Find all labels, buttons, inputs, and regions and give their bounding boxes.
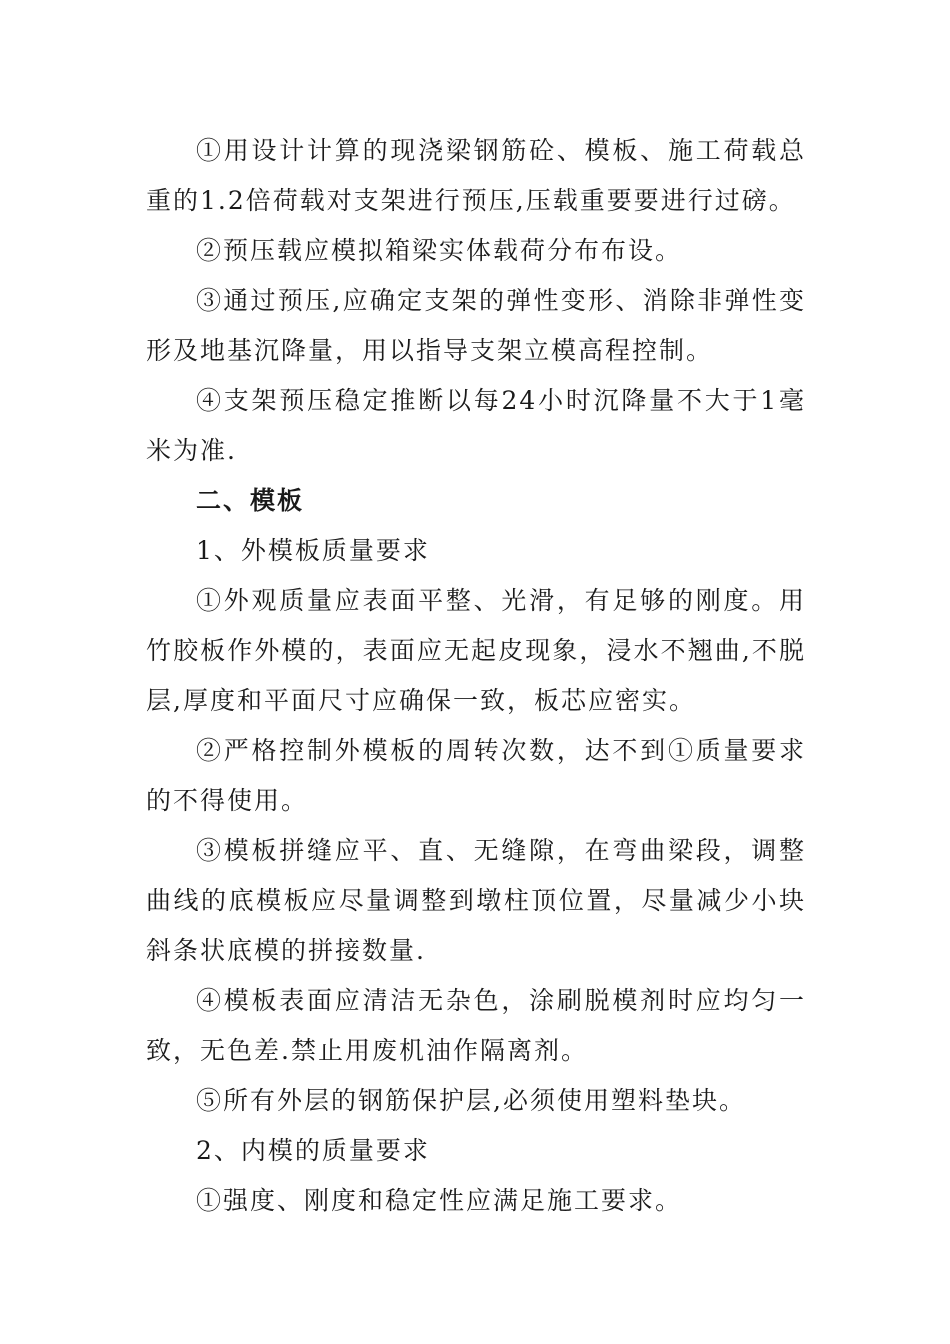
paragraph-inner-strength: ①强度、刚度和稳定性应满足施工要求。 <box>196 1186 683 1215</box>
section-heading-formwork: 二、模板 <box>196 486 305 515</box>
paragraph-outer-turnover: ②严格控制外模板的周转次数，达不到①质量要求的不得使用。 <box>146 736 806 815</box>
subheading-outer-formwork: 1、外模板质量要求 <box>196 536 430 565</box>
paragraph-preload-stability: ④支架预压稳定推断以每24小时沉降量不大于1毫米为准. <box>146 386 806 465</box>
paragraph-preload-simulation: ②预压载应模拟箱梁实体载荷分布布设。 <box>196 236 683 265</box>
document-body <box>146 126 806 1226</box>
paragraph-outer-seams: ③模板拼缝应平、直、无缝隙，在弯曲梁段，调整曲线的底模板应尽量调整到墩柱顶位置，尽量减少小块斜条状底模的拼接数量. <box>146 836 806 965</box>
paragraph-outer-surface: ④模板表面应清洁无杂色，涂刷脱模剂时应均匀一致，无色差.禁止用废机油作隔离剂。 <box>146 986 806 1065</box>
paragraph-outer-appearance: ①外观质量应表面平整、光滑，有足够的刚度。用竹胶板作外模的，表面应无起皮现象，浸水不翘曲,不脱层,厚度和平面尺寸应确保一致，板芯应密实。 <box>146 586 806 715</box>
paragraph-outer-cover: ⑤所有外层的钢筋保护层,必须使用塑料垫块。 <box>196 1086 746 1115</box>
paragraph-preload-weight: ①用设计计算的现浇梁钢筋砼、模板、施工荷载总重的1.2倍荷载对支架进行预压,压载重要要进行过磅。 <box>146 136 806 215</box>
subheading-inner-formwork: 2、内模的质量要求 <box>196 1136 430 1165</box>
paragraph-preload-deformation: ③通过预压,应确定支架的弹性变形、消除非弹性变形及地基沉降量，用以指导支架立模高程控制。 <box>146 286 806 365</box>
